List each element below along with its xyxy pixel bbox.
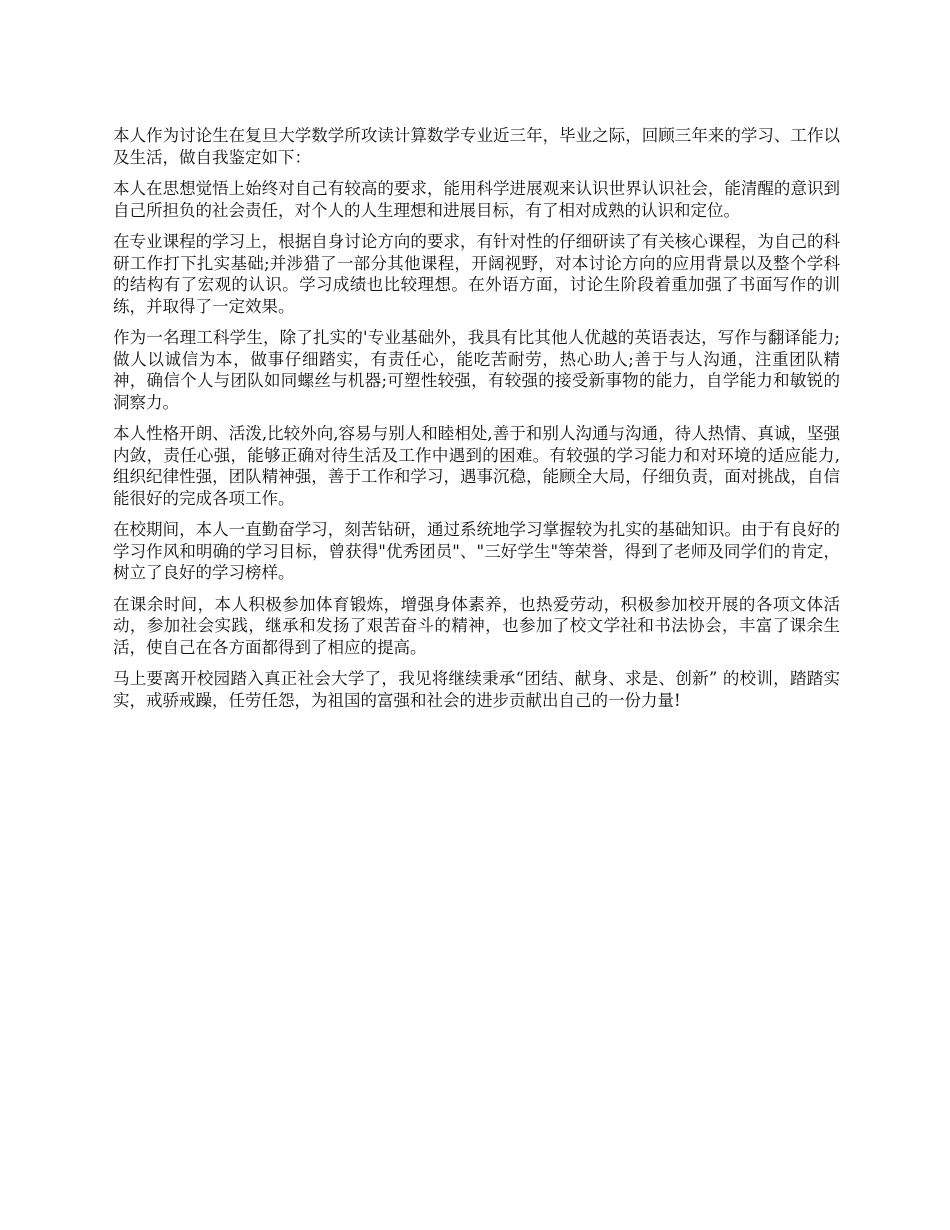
document-body — [113, 125, 840, 721]
paragraph-personality: 本人性格开朗、活泼,比较外向,容易与别人和睦相处,善于和别人沟通与沟通，待人热情、真诚，坚强内敛，责任心强，能够正确对待生活及工作中遇到的困难。有较强的学习能力和对环境的适应能力,组织纪律性强，团队精神强，善于工作和学习，遇事沉稳，能顾全大局，仔细负责，面对挑战，自信能很好的完成各项工作。 — [113, 424, 840, 508]
paragraph-ideology: 本人在思想觉悟上始终对自己有较高的要求，能用科学进展观来认识世界认识社会，能清醒的意识到自己所担负的社会责任，对个人的人生理想和进展目标，有了相对成熟的认识和定位。 — [113, 179, 840, 220]
paragraph-intro: 本人作为讨论生在复旦大学数学所攻读计算数学专业近三年，毕业之际，回顾三年来的学习、工作以及生活，做自我鉴定如下： — [113, 126, 840, 167]
paragraph-honors: 在校期间，本人一直勤奋学习，刻苦钻研，通过系统地学习掌握较为扎实的基础知识。由于有良好的学习作风和明确的学习目标，曾获得"优秀团员"、"三好学生"等荣誉，得到了老师及同学们的肯定，树立了良好的学习榜样。 — [113, 520, 840, 582]
paragraph-extracurricular: 在课余时间，本人积极参加体育锻炼，增强身体素养，也热爱劳动，积极参加校开展的各项文体活动，参加社会实践，继承和发扬了艰苦奋斗的精神，也参加了校文学社和书法协会，丰富了课余生活，使自己在各方面都得到了相应的提高。 — [113, 594, 840, 657]
paragraph-conclusion: 马上要离开校园踏入真正社会大学了，我见将继续秉承“团结、献身、求是、创新” 的校训，踏踏实实，戒骄戒躁，任劳任怨，为祖国的富强和社会的进步贡献出自己的一份力量! — [113, 669, 840, 710]
paragraph-coursework: 在专业课程的学习上，根据自身讨论方向的要求，有针对性的仔细研读了有关核心课程，为自己的科研工作打下扎实基础;并涉猎了一部分其他课程，开阔视野，对本讨论方向的应用背景以及整个学科的结构有了宏观的认识。学习成绩也比较理想。在外语方面，讨论生阶段着重加强了书面写作的训练，并取得了一定效果。 — [113, 232, 840, 316]
paragraph-abilities: 作为一名理工科学生，除了扎实的'专业基础外，我具有比其他人优越的英语表达，写作与翻译能力;做人以诚信为本，做事仔细踏实，有责任心，能吃苦耐劳，热心助人;善于与人沟通，注重团队精神，确信个人与团队如同螺丝与机器;可塑性较强，有较强的接受新事物的能力，自学能力和敏锐的洞察力。 — [113, 328, 840, 412]
